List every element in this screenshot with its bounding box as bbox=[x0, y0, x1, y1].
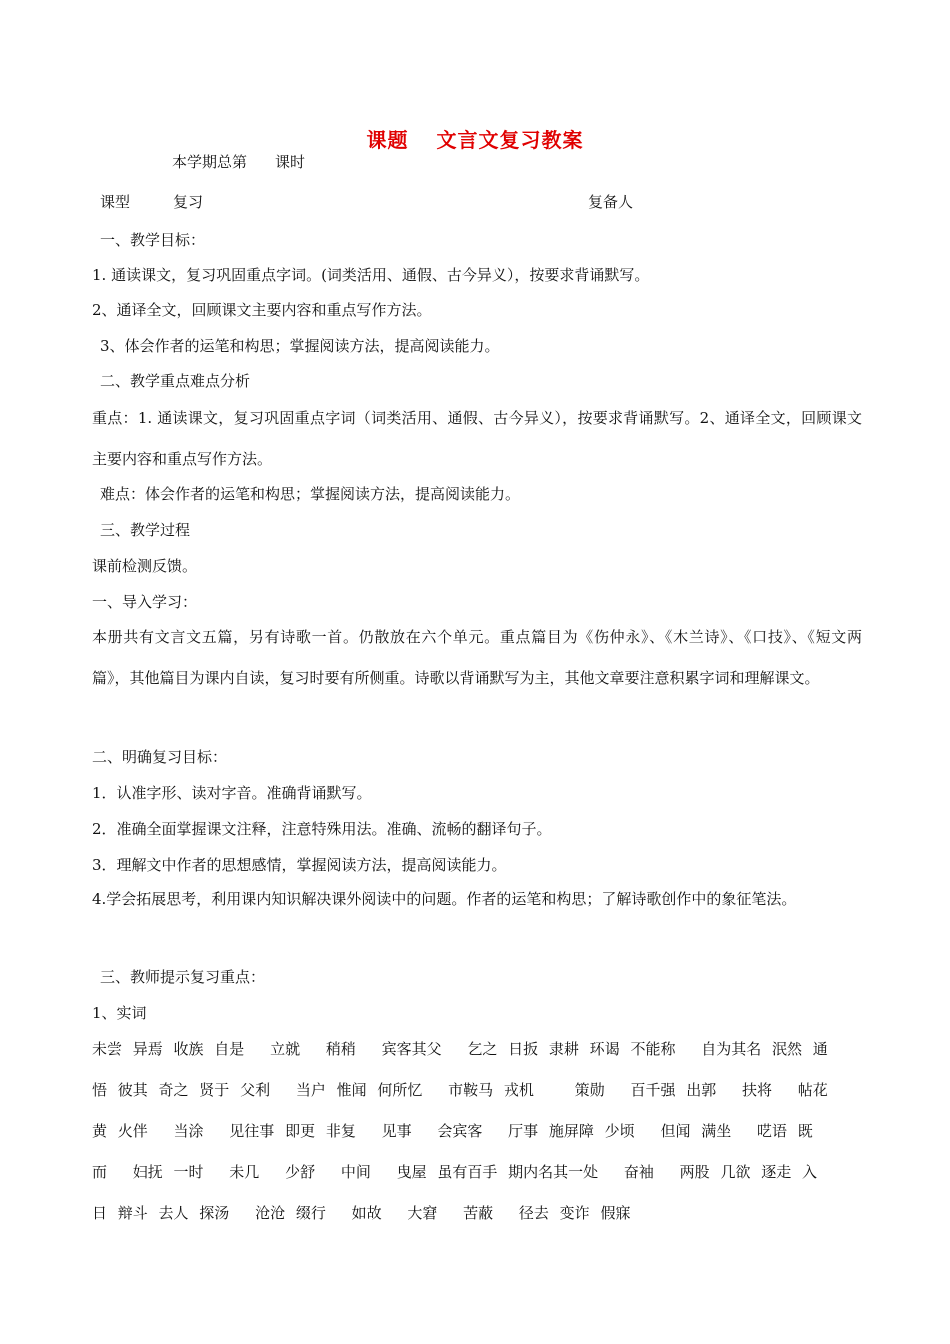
difficulty: 难点：体会作者的运笔和构思；掌握阅读方法，提高阅读能力。 bbox=[100, 485, 521, 503]
key-points: 重点：1. 通读课文，复习巩固重点字词（词类活用、通假、古今异义），按要求背诵默写。2、通译全文，回顾课文主要内容和重点写作方法。 bbox=[92, 409, 862, 468]
type-value: 复习 bbox=[173, 193, 204, 211]
vocab-row: 日 辩斗 去人 探汤 沧沧 缀行 如故 大窘 苦蔽 径去 变诈 假寐 bbox=[92, 1204, 631, 1222]
objective-1: 1. 通读课文，复习巩固重点字词。(词类活用、通假、古今异义），按要求背诵默写。 bbox=[92, 266, 650, 284]
vocab-heading: 1、实词 bbox=[92, 1004, 147, 1022]
intro-text: 本册共有文言文五篇，另有诗歌一首。仍散放在六个单元。重点篇目为《伤仲永》、《木兰诗》、《口技》、《短文两篇》，其他篇目为课内自读，复习时要有所侧重。诗歌以背诵默写为主，其他文章要注意积累字词和理解课文。 bbox=[92, 628, 862, 687]
title-prefix: 课题 bbox=[366, 128, 409, 152]
teacher-heading: 三、教师提示复习重点： bbox=[100, 968, 266, 986]
pre-check: 课前检测反馈。 bbox=[92, 557, 198, 575]
title-main: 文言文复习教案 bbox=[436, 128, 584, 152]
period-unit: 课时 bbox=[275, 153, 306, 171]
vocab-row: 黄 火伴 当涂 见往事 即更 非复 见事 会宾客 厅事 施屏障 少顷 但闻 满坐 呓语 既 bbox=[92, 1122, 813, 1140]
objective-2: 2、通译全文，回顾课文主要内容和重点写作方法。 bbox=[92, 301, 432, 319]
vocab-row: 而 妇抚 一时 未几 少舒 中间 曳屋 虽有百手 期内名其一处 奋袖 两股 几欲 逐走 入 bbox=[92, 1163, 817, 1181]
section2-heading: 二、教学重点难点分析 bbox=[100, 372, 251, 390]
vocab-row: 悟 彼其 奇之 贤于 父利 当户 惟闻 何所忆 市鞍马 戎机 策勋 百千强 出郭 扶将 帖花 bbox=[92, 1081, 828, 1099]
goal-3: 3．理解文中作者的思想感情，掌握阅读方法，提高阅读能力。 bbox=[92, 856, 507, 874]
vocab-row: 未尝 异焉 收族 自是 立就 稍稍 宾客其父 乞之 日扳 隶耕 环谒 不能称 自为其名 泯然 通 bbox=[92, 1040, 828, 1058]
prep-label: 复备人 bbox=[588, 193, 634, 211]
goal-4: 4.学会拓展思考，利用课内知识解决课外阅读中的问题。作者的运笔和构思；了解诗歌创作中的象征笔法。 bbox=[92, 890, 797, 908]
intro-heading: 一、导入学习： bbox=[92, 593, 198, 611]
objective-3: 3、体会作者的运笔和构思；掌握阅读方法，提高阅读能力。 bbox=[100, 337, 500, 355]
period-label: 本学期总第 bbox=[172, 153, 248, 171]
type-label: 课型 bbox=[100, 193, 131, 211]
document-title bbox=[0, 124, 950, 153]
period-line bbox=[172, 152, 305, 172]
goal-2: 2．准确全面掌握课文注释，注意特殊用法。准确、流畅的翻译句子。 bbox=[92, 820, 552, 838]
section3-heading: 三、教学过程 bbox=[100, 521, 191, 539]
section1-heading: 一、教学目标： bbox=[100, 231, 206, 249]
goal-1: 1．认准字形、读对字音。准确背诵默写。 bbox=[92, 784, 372, 802]
goals-heading: 二、明确复习目标： bbox=[92, 748, 228, 766]
